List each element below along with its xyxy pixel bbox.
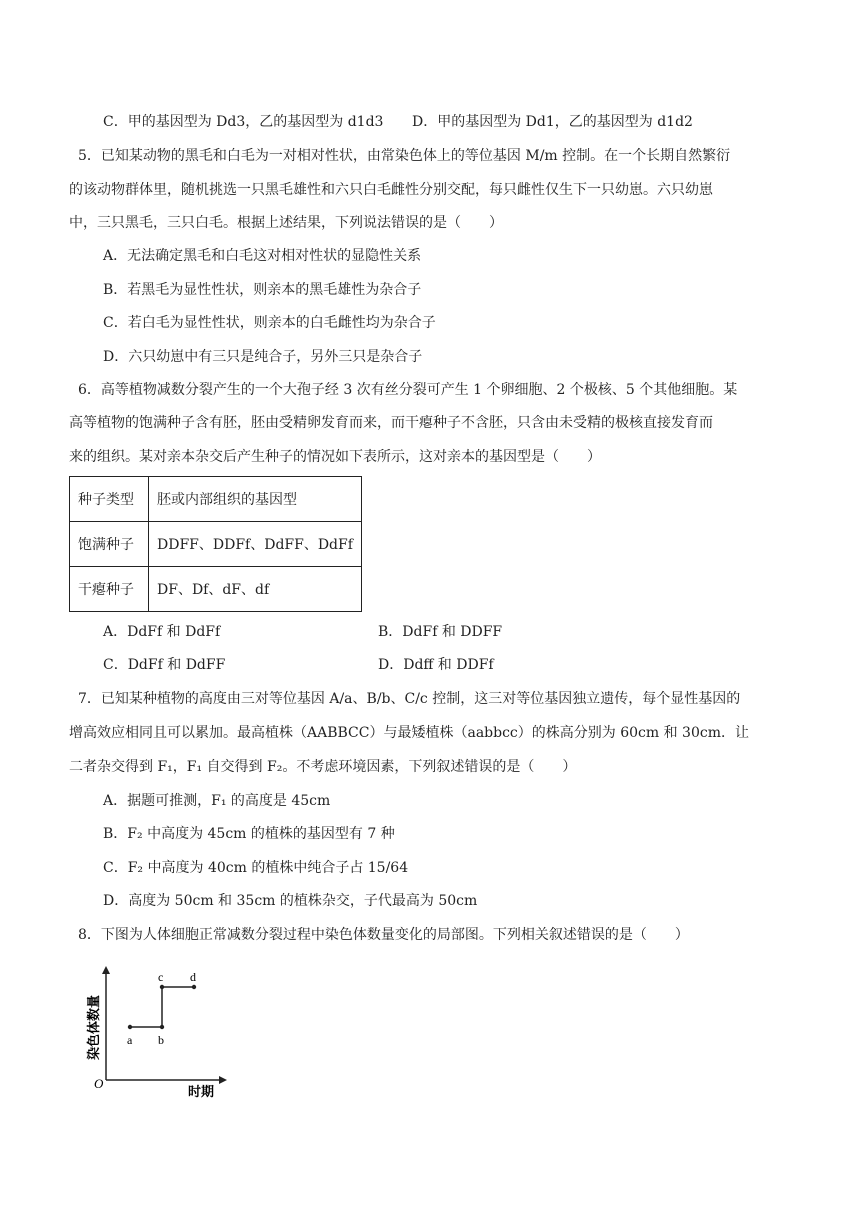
origin-label: O (94, 1076, 104, 1091)
q6-option-a: A．DdFf 和 DdFf (103, 624, 221, 640)
chromosome-count-figure (72, 960, 242, 1100)
q5-stem-line3: 中，三只黑毛，三只白毛。根据上述结果，下列说法错误的是（ ） (69, 215, 503, 231)
q6-stem-line2: 高等植物的饱满种子含有胚，胚由受精卵发育而来，而干瘪种子不含胚，只含由未受精的极核直接发育而 (69, 415, 713, 431)
q5-stem-line1: 5．已知某动物的黑毛和白毛为一对相对性状，由常染色体上的等位基因 M/m 控制。在一个长期自然繁衍 (78, 148, 731, 164)
x-axis-label: 时期 (188, 1085, 215, 1100)
table-row (70, 522, 362, 567)
table-cell: 干瘪种子 (70, 567, 149, 612)
table-cell: DDFF、DDFf、DdFF、DdFf (149, 522, 362, 567)
q6-genotype-table (69, 476, 362, 612)
table-row (70, 567, 362, 612)
y-axis-arrow-icon (102, 966, 110, 974)
point-label-d: d (190, 970, 196, 984)
point-d (192, 985, 196, 989)
q7-stem-line3: 二者杂交得到 F₁，F₁ 自交得到 F₂。不考虑环境因素，下列叙述错误的是（ ） (69, 759, 577, 775)
q7-option-c: C．F₂ 中高度为 40cm 的植株中纯合子占 15/64 (103, 860, 409, 876)
q8-stem-line1: 8．下图为人体细胞正常减数分裂过程中染色体数量变化的局部图。下列相关叙述错误的是（ ） (78, 927, 689, 943)
q7-stem-line2: 增高效应相同且可以累加。最高植株（AABBCC）与最矮植株（aabbcc）的株高分别为 60cm 和 30cm．让 (69, 725, 749, 741)
q6-stem-line3: 来的组织。某对亲本杂交后产生种子的情况如下表所示，这对亲本的基因型是（ ） (69, 449, 601, 465)
y-axis-label: 染色体数量 (87, 994, 102, 1060)
point-b (160, 1025, 164, 1029)
q6-stem-line1: 6．高等植物减数分裂产生的一个大孢子经 3 次有丝分裂可产生 1 个卵细胞、2 个极核、5 个其他细胞。某 (78, 382, 738, 398)
point-c (160, 985, 164, 989)
q7-stem-line1: 7．已知某种植物的高度由三对等位基因 A/a、B/b、C/c 控制，这三对等位基因独立遗传，每个显性基因的 (78, 691, 741, 707)
point-label-b: b (158, 1033, 164, 1047)
q4-option-d: D．甲的基因型为 Dd1，乙的基因型为 d1d2 (412, 114, 693, 130)
point-label-a: a (127, 1033, 133, 1047)
q5-option-a: A．无法确定黑毛和白毛这对相对性状的显隐性关系 (103, 248, 422, 264)
x-axis-arrow-icon (219, 1076, 227, 1084)
q6-option-c: C．DdFf 和 DdFF (103, 657, 226, 673)
q5-option-d: D．六只幼崽中有三只是纯合子，另外三只是杂合子 (103, 349, 423, 365)
q6-option-b: B．DdFf 和 DDFF (378, 624, 503, 640)
point-a (128, 1025, 132, 1029)
point-label-c: c (158, 970, 164, 984)
q5-stem-line2: 的该动物群体里，随机挑选一只黑毛雄性和六只白毛雌性分别交配，每只雌性仅生下一只幼崽。六只幼崽 (69, 182, 713, 198)
table-header-genotype: 胚或内部组织的基因型 (149, 477, 362, 522)
q5-option-b: B．若黑毛为显性性状，则亲本的黑毛雄性为杂合子 (103, 282, 422, 298)
q5-option-c: C．若白毛为显性性状，则亲本的白毛雌性均为杂合子 (103, 315, 436, 331)
table-cell: DF、Df、dF、df (149, 567, 362, 612)
table-header-row (70, 477, 362, 522)
table-cell: 饱满种子 (70, 522, 149, 567)
q4-option-c: C．甲的基因型为 Dd3，乙的基因型为 d1d3 (103, 114, 384, 130)
table-header-seed-type: 种子类型 (70, 477, 149, 522)
q7-option-a: A．据题可推测，F₁ 的高度是 45cm (103, 793, 331, 809)
q7-option-b: B．F₂ 中高度为 45cm 的植株的基因型有 7 种 (103, 826, 395, 842)
q6-option-d: D．Ddff 和 DDFf (378, 657, 494, 673)
q7-option-d: D．高度为 50cm 和 35cm 的植株杂交，子代最高为 50cm (103, 893, 478, 909)
